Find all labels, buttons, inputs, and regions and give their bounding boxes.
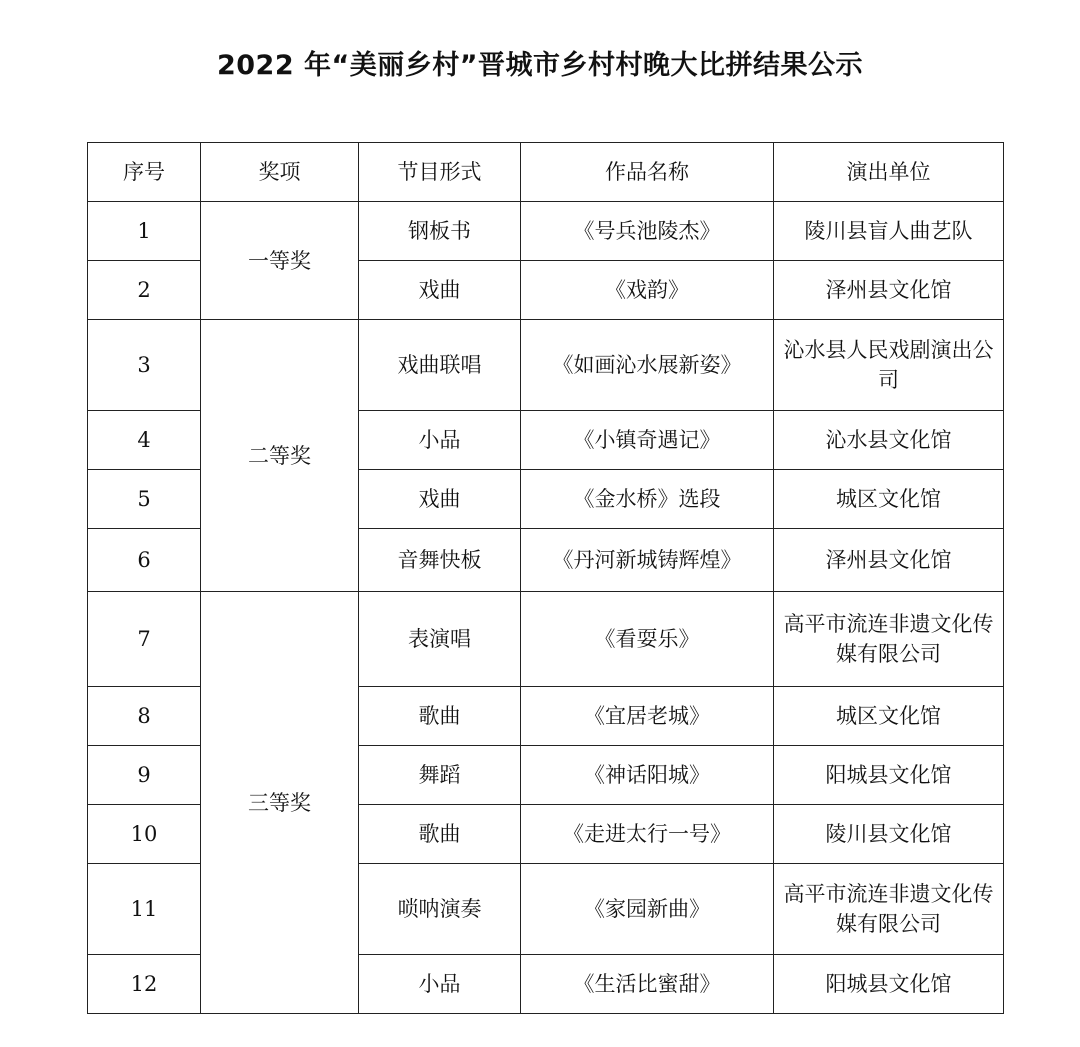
row-form: 戏曲联唱: [359, 320, 521, 411]
row-form: 舞蹈: [359, 746, 521, 805]
document-title: 2022 年“美丽乡村”晋城市乡村村晚大比拼结果公示: [216, 50, 864, 81]
table-row: [88, 592, 1004, 687]
row-unit: 泽州县文化馆: [774, 261, 1004, 320]
row-work: 《如画沁水展新姿》: [521, 320, 774, 411]
row-seq: 2: [88, 261, 201, 320]
table-row: [88, 202, 1004, 261]
row-work: 《金水桥》选段: [521, 470, 774, 529]
row-work: 《号兵池陵杰》: [521, 202, 774, 261]
row-form: 歌曲: [359, 687, 521, 746]
header-award: 奖项: [201, 143, 359, 202]
row-form: 歌曲: [359, 805, 521, 864]
row-work: 《走进太行一号》: [521, 805, 774, 864]
row-unit: 沁水县人民戏剧演出公司: [774, 320, 1004, 411]
row-unit: 阳城县文化馆: [774, 746, 1004, 805]
row-form: 小品: [359, 411, 521, 470]
row-unit: 沁水县文化馆: [774, 411, 1004, 470]
table-header-row: [88, 143, 1004, 202]
table-row: [88, 320, 1004, 411]
row-unit: 高平市流连非遗文化传媒有限公司: [774, 592, 1004, 687]
header-work: 作品名称: [521, 143, 774, 202]
row-form: 戏曲: [359, 470, 521, 529]
row-work: 《看耍乐》: [521, 592, 774, 687]
row-form: 戏曲: [359, 261, 521, 320]
row-seq: 10: [88, 805, 201, 864]
row-form: 唢呐演奏: [359, 864, 521, 955]
header-unit: 演出单位: [774, 143, 1004, 202]
header-seq: 序号: [88, 143, 201, 202]
row-seq: 7: [88, 592, 201, 687]
row-form: 钢板书: [359, 202, 521, 261]
row-unit: 陵川县文化馆: [774, 805, 1004, 864]
row-work: 《宜居老城》: [521, 687, 774, 746]
row-seq: 4: [88, 411, 201, 470]
row-seq: 1: [88, 202, 201, 261]
row-unit: 高平市流连非遗文化传媒有限公司: [774, 864, 1004, 955]
row-work: 《家园新曲》: [521, 864, 774, 955]
row-seq: 11: [88, 864, 201, 955]
row-work: 《神话阳城》: [521, 746, 774, 805]
row-seq: 5: [88, 470, 201, 529]
row-seq: 12: [88, 955, 201, 1014]
row-unit: 陵川县盲人曲艺队: [774, 202, 1004, 261]
award-second-prize: 二等奖: [201, 320, 359, 592]
row-unit: 城区文化馆: [774, 470, 1004, 529]
row-form: 表演唱: [359, 592, 521, 687]
row-unit: 城区文化馆: [774, 687, 1004, 746]
row-seq: 3: [88, 320, 201, 411]
row-seq: 9: [88, 746, 201, 805]
award-third-prize: 三等奖: [201, 592, 359, 1014]
row-work: 《戏韵》: [521, 261, 774, 320]
row-work: 《生活比蜜甜》: [521, 955, 774, 1014]
row-form: 小品: [359, 955, 521, 1014]
row-work: 《丹河新城铸辉煌》: [521, 529, 774, 592]
results-table: [87, 142, 1004, 1014]
row-form: 音舞快板: [359, 529, 521, 592]
header-form: 节目形式: [359, 143, 521, 202]
award-first-prize: 一等奖: [201, 202, 359, 320]
row-work: 《小镇奇遇记》: [521, 411, 774, 470]
row-unit: 阳城县文化馆: [774, 955, 1004, 1014]
row-unit: 泽州县文化馆: [774, 529, 1004, 592]
row-seq: 8: [88, 687, 201, 746]
row-seq: 6: [88, 529, 201, 592]
